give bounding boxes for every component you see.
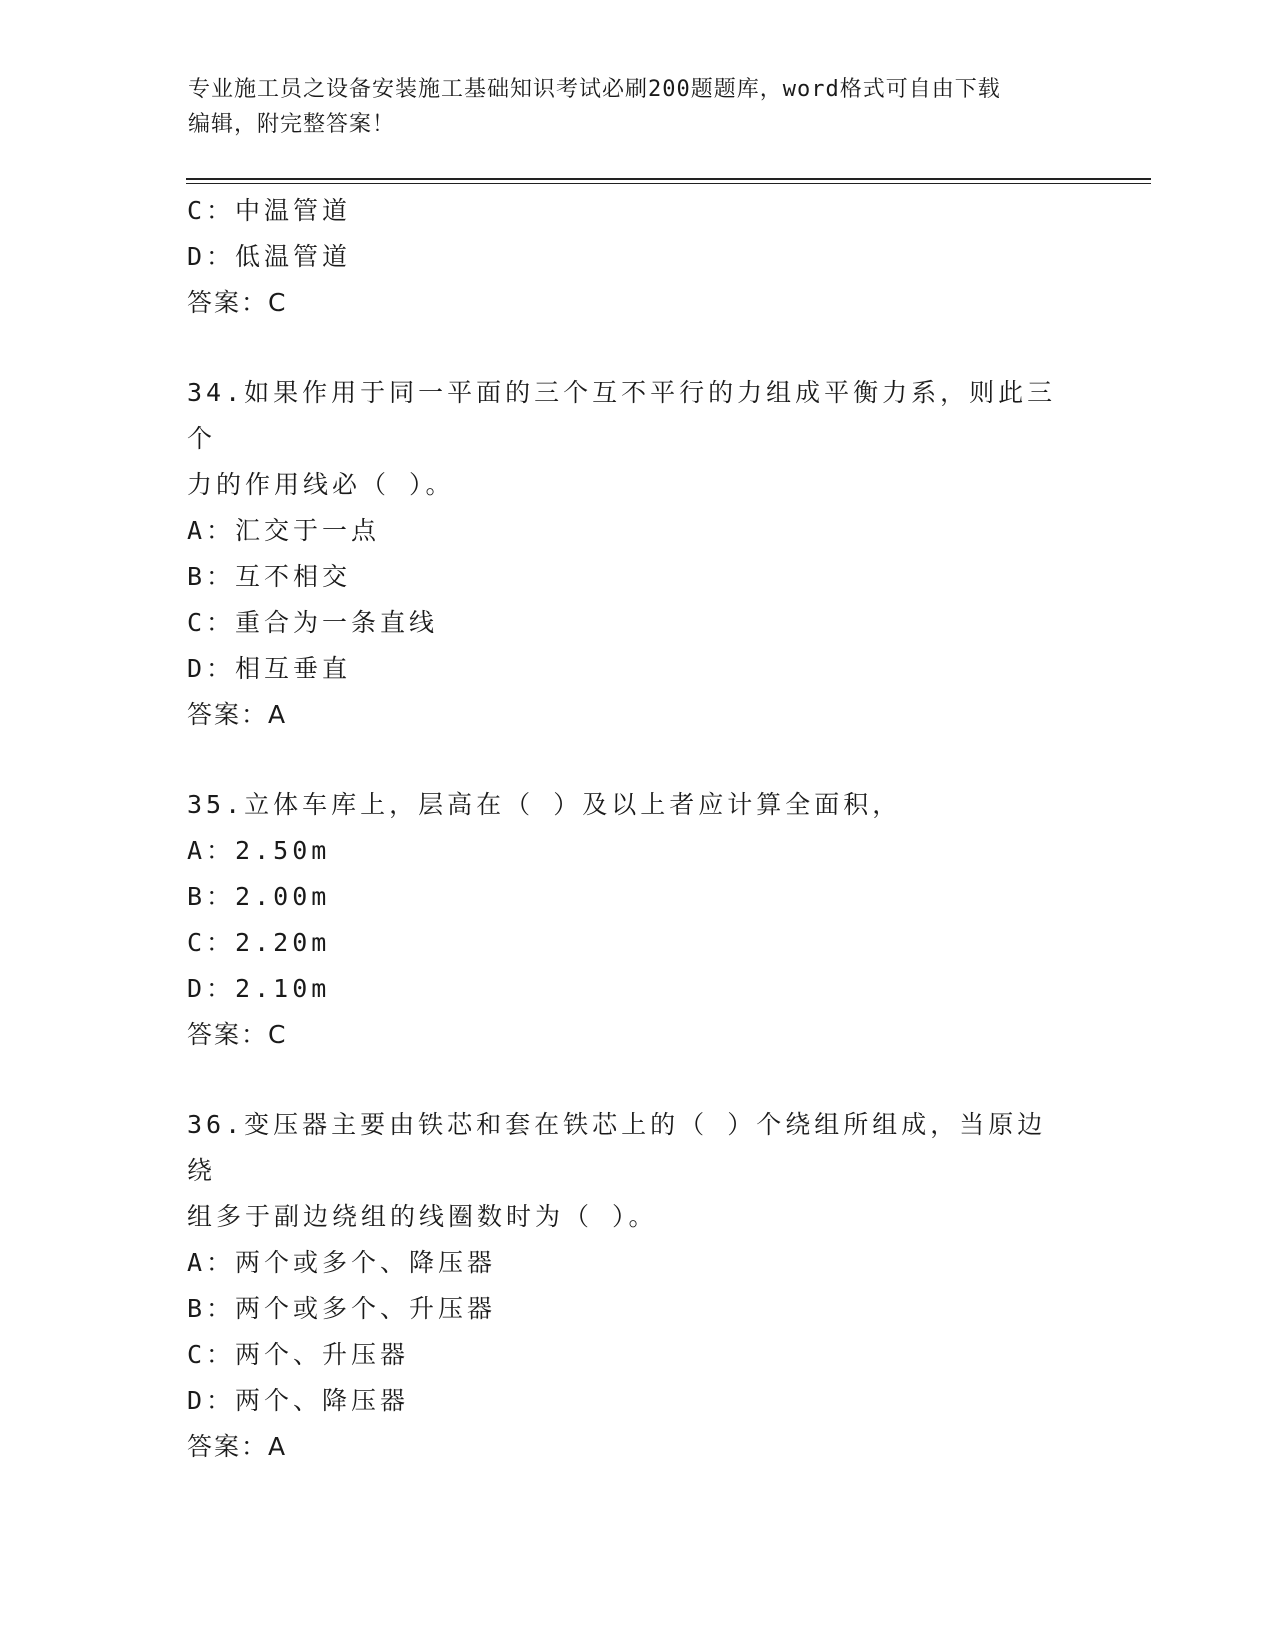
option-d: D：两个、降压器 (187, 1386, 410, 1415)
spacer (187, 1058, 1087, 1102)
option-c: C：两个、升压器 (187, 1340, 410, 1369)
question-block-36 (187, 1102, 1087, 1470)
option-b: B：两个或多个、升压器 (187, 1294, 497, 1323)
spacer (187, 738, 1087, 782)
header-divider-thin (186, 183, 1151, 184)
option-d: D：2.10m (187, 974, 331, 1003)
question-line: 力的作用线必（ ）。 (187, 470, 455, 499)
answer-line: 答案：A (187, 1432, 288, 1461)
question-text (187, 782, 1067, 828)
question-line: 35.立体车库上，层高在（ ）及以上者应计算全面积， (187, 790, 902, 819)
question-text (187, 1102, 1067, 1240)
question-list (187, 188, 1087, 1470)
header-line-2: 编辑，附完整答案！ (188, 112, 396, 137)
question-line: 36.变压器主要由铁芯和套在铁芯上的（ ）个绕组所组成，当原边绕 (187, 1110, 1047, 1185)
option-a: A：汇交于一点 (187, 516, 381, 545)
option-b: B：互不相交 (187, 562, 352, 591)
option-c: C：2.20m (187, 928, 331, 957)
answer-line: 答案：C (187, 288, 288, 317)
option-c: C：中温管道 (187, 196, 352, 225)
option-d: D：相互垂直 (187, 654, 352, 683)
header-line-1: 专业施工员之设备安装施工基础知识考试必刷200题题库，word格式可自由下载 (188, 77, 1001, 102)
question-line: 组多于副边绕组的线圈数时为（ ）。 (187, 1202, 658, 1231)
option-a: A：2.50m (187, 836, 331, 865)
spacer (187, 326, 1087, 370)
answer-line: 答案：C (187, 1020, 288, 1049)
question-block-34 (187, 370, 1087, 738)
question-block-33 (187, 188, 1087, 326)
option-c: C：重合为一条直线 (187, 608, 439, 637)
option-a: A：两个或多个、降压器 (187, 1248, 497, 1277)
document-header (188, 72, 1088, 142)
answer-line: 答案：A (187, 700, 288, 729)
option-d: D：低温管道 (187, 242, 352, 271)
question-block-35 (187, 782, 1087, 1058)
option-b: B：2.00m (187, 882, 331, 911)
question-text (187, 370, 1067, 508)
question-line: 34.如果作用于同一平面的三个互不平行的力组成平衡力系，则此三个 (187, 378, 1057, 453)
header-divider-thick (186, 178, 1151, 180)
